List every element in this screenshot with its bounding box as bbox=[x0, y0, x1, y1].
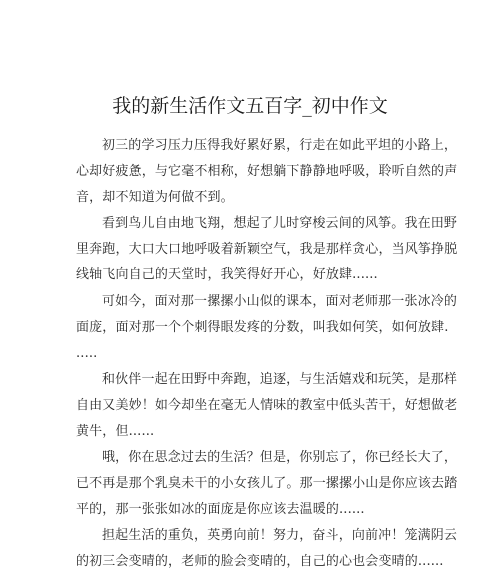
paragraph-line: ..... bbox=[76, 346, 98, 361]
paragraph-line: 担起生活的重负，英勇向前！努力，奋斗，向前冲！笼满阴云 bbox=[102, 528, 458, 543]
paragraph-line: 的初三会变晴的，老师的脸会变晴的，自己的心也会变晴的...... bbox=[76, 554, 444, 569]
paragraph-line: 哦，你在思念过去的生活？但是，你别忘了，你已经长大了， bbox=[102, 450, 458, 465]
paragraph-line: 黄牛，但...... bbox=[76, 424, 155, 439]
paragraph-line: 已不再是那个乳臭未干的小女孩儿了。那一摞摞小山是你应该去踏 bbox=[76, 476, 458, 491]
paragraph-line: 里奔跑，大口大口地呼吸着新颖空气，我是那样贪心，当风筝挣脱 bbox=[76, 242, 458, 257]
paragraph-line: 音，却不知道为何做不到。 bbox=[76, 190, 234, 205]
paragraph-line: 可如今，面对那一摞摞小山似的课本，面对老师那一张冰冷的 bbox=[102, 294, 458, 309]
paragraph-line: 线轴飞向自己的天堂时，我笑得好开心，好放肆...... bbox=[76, 267, 378, 282]
paragraph-line: 自由又美妙！如今却坐在毫无人情味的教室中低头苦干，好想做老 bbox=[76, 398, 458, 413]
paragraph-line: 和伙伴一起在田野中奔跑，追逐，与生活嬉戏和玩笑，是那样 bbox=[102, 372, 458, 387]
document-title: 我的新生活作文五百字_初中作文 bbox=[112, 95, 388, 117]
paragraph-line: 看到鸟儿自由地飞翔，想起了儿时穿梭云间的风筝。我在田野 bbox=[102, 216, 458, 231]
paragraph-line: 面庞，面对那一个个刺得眼发疼的分数，叫我如何笑，如何放肆. bbox=[76, 320, 449, 335]
paragraph-line: 初三的学习压力压得我好累好累，行走在如此平坦的小路上， bbox=[102, 138, 458, 153]
paragraph-line: 平的，那一张张如冰的面庞是你应该去温暖的...... bbox=[76, 502, 365, 517]
paragraph-line: 心却好疲惫，与它毫不相称，好想躺下静静地呼吸，聆听自然的声 bbox=[76, 164, 458, 179]
